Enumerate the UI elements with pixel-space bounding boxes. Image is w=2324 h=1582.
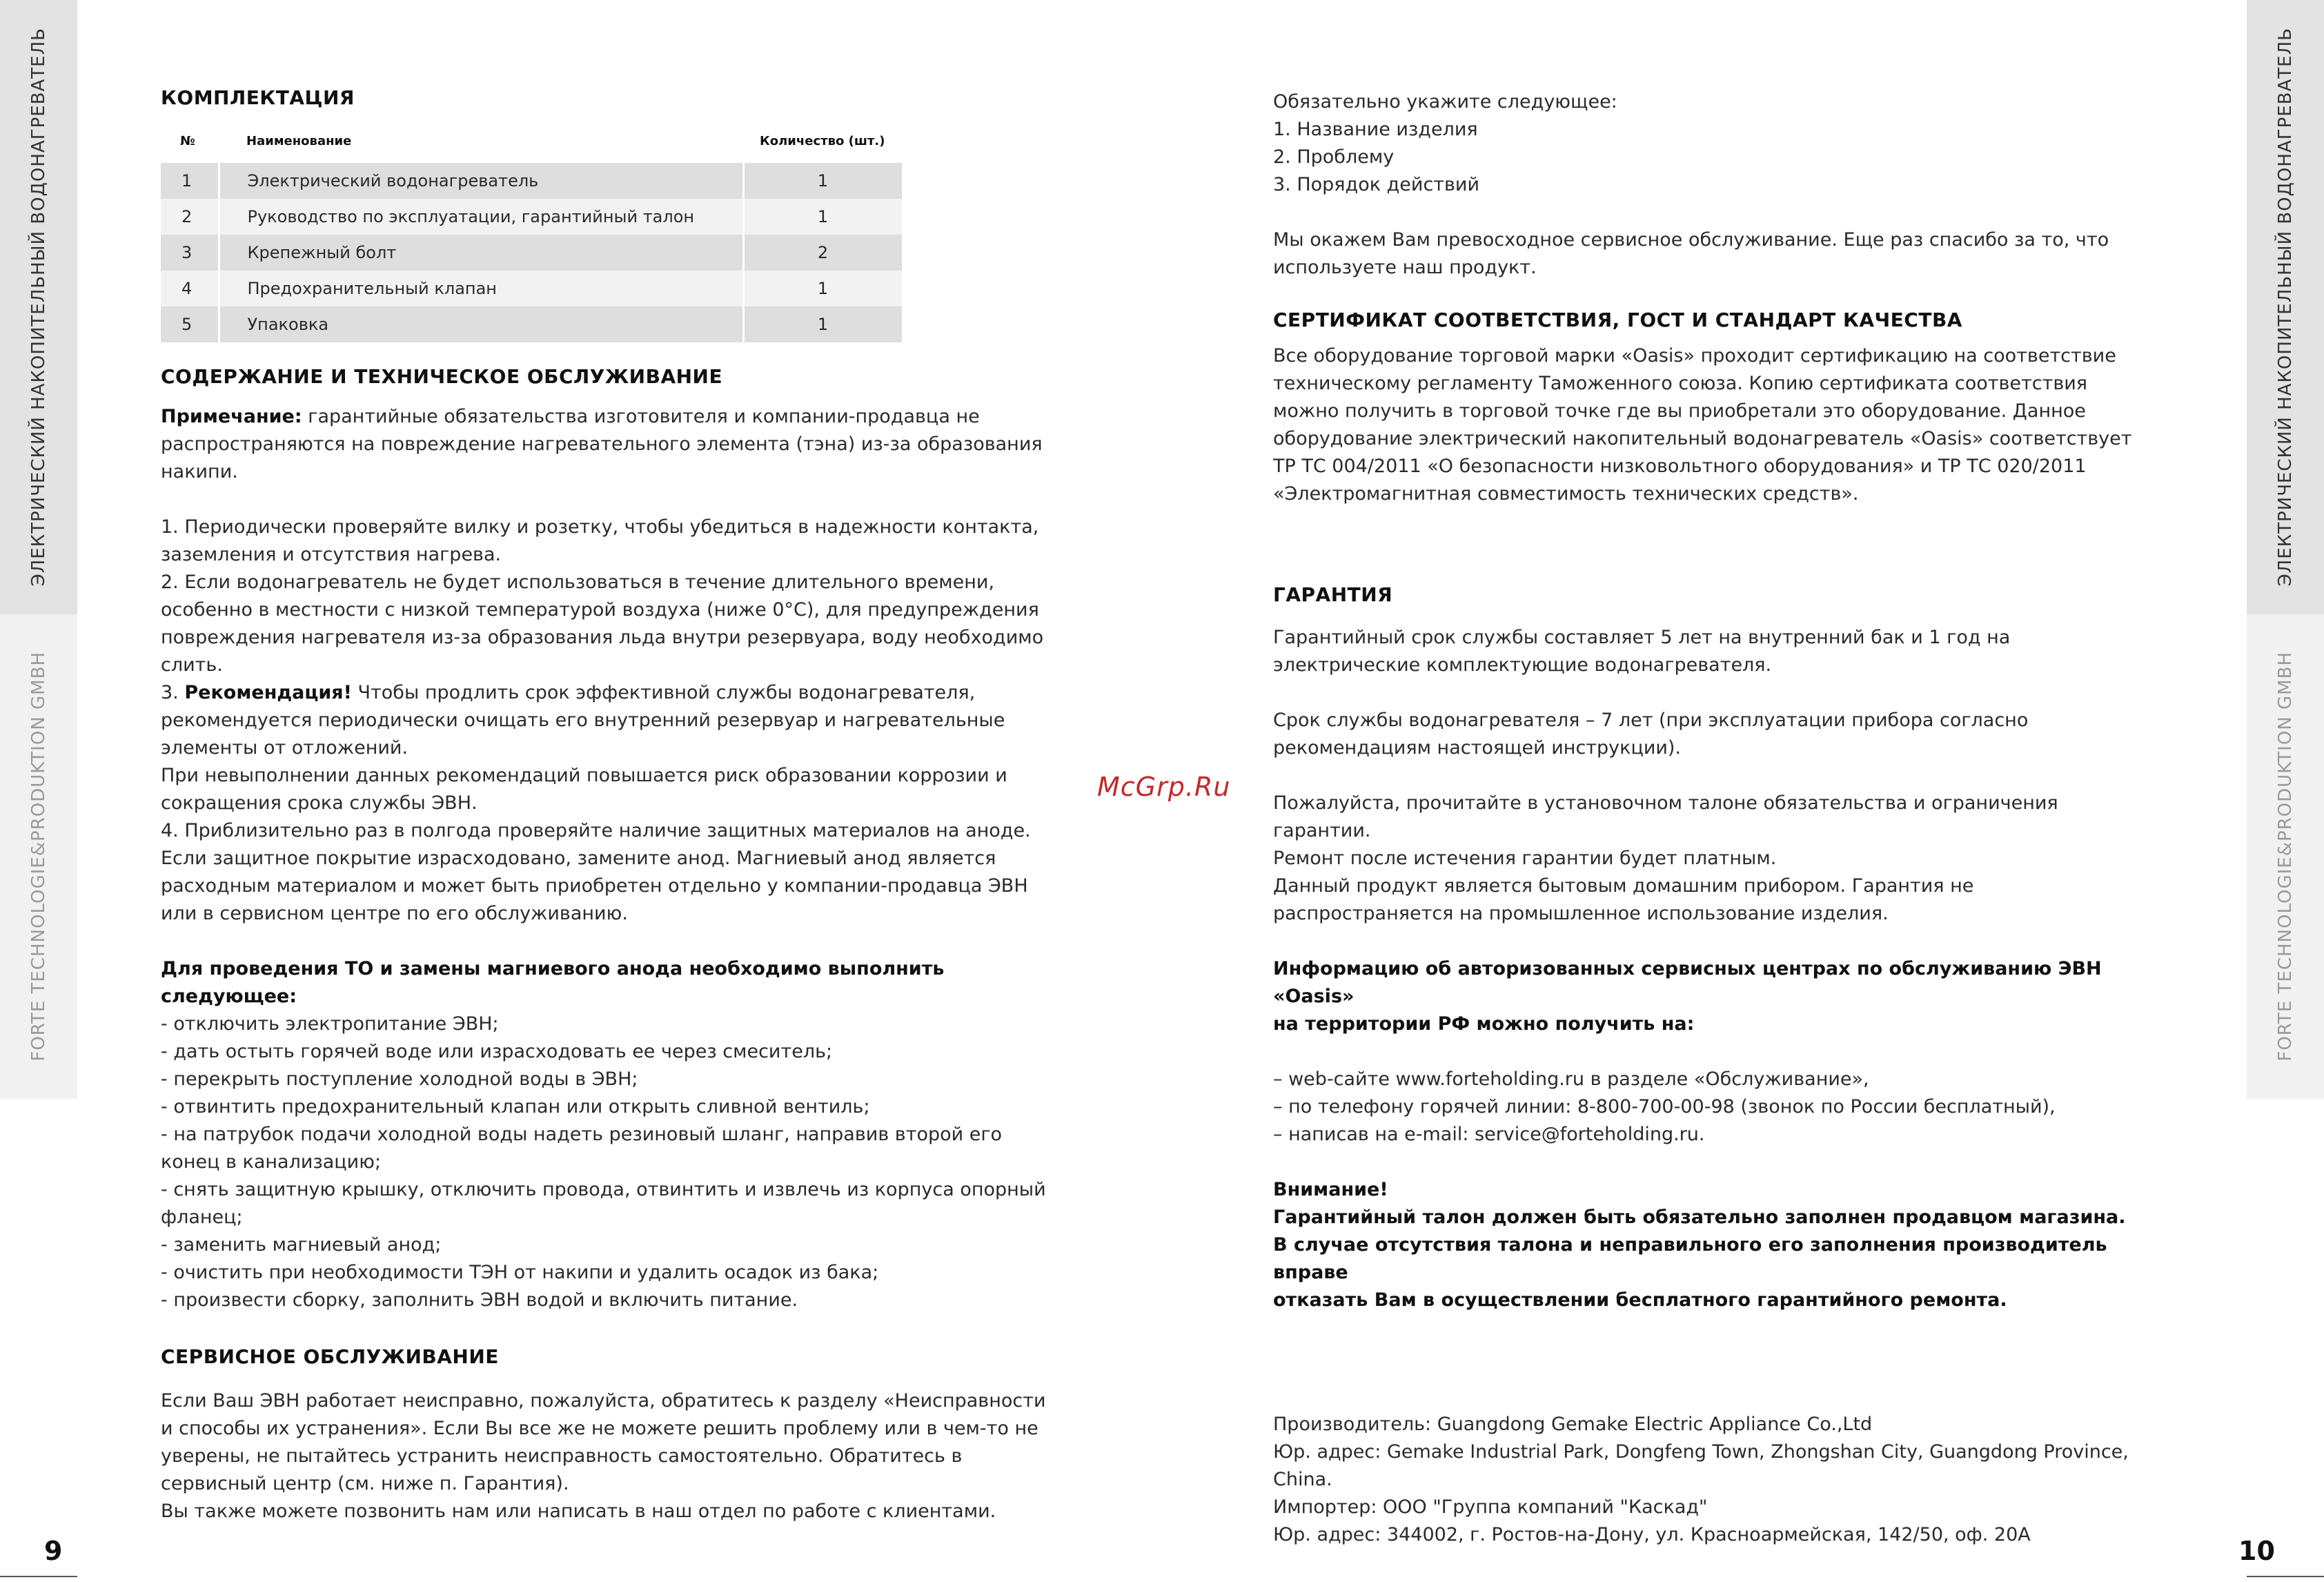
list-item: - отвинтить предохранительный клапан или открыть сливной вентиль;	[161, 1096, 870, 1117]
attention-title: Внимание!	[1273, 1179, 1388, 1200]
kit-row	[161, 199, 902, 235]
watermark-logo: McGrp.Ru	[1097, 772, 1231, 802]
page-number-right: 10	[2238, 1536, 2275, 1566]
maintenance-item-3-extra: При невыполнении данных рекомендаций повышается риск образовании коррозии и сокращения срока службы ЭВН.	[161, 765, 1007, 814]
kit-cell-name: Руководство по эксплуатации, гарантийный талон	[219, 199, 743, 235]
kit-col-name: Наименование	[246, 134, 352, 148]
attention-line: Гарантийный талон должен быть обязательно заполнен продавцом магазина.	[1273, 1207, 2126, 1228]
certificate-text: Все оборудование торговой марки «Oasis» проходит сертификацию на соответствие техническому регламенту Таможенного союза. Копию сертификата соответствия можно получить в торговой точке где вы приобретали это оборудование. Данное оборудование электрический накопительный водонагреватель «Oasis» соответствует ТР ТС 004/2011 «О безопасности низковольтного оборудования» и ТР ТС 020/2011 «Электромагнитная совместимость технических средств».	[1273, 345, 2132, 505]
service-info-line-2: на территории РФ можно получить на:	[1273, 1013, 1695, 1035]
kit-cell-num: 1	[161, 163, 219, 199]
service-heading: СЕРВИСНОЕ ОБСЛУЖИВАНИЕ	[161, 1345, 499, 1368]
maintenance-item-1: 1. Периодически проверяйте вилку и розетку, чтобы убедиться в надежности контакта, заземления и отсутствия нагрева.	[161, 516, 1039, 565]
service-paragraph-1: Если Ваш ЭВН работает неисправно, пожалуйста, обратитесь к разделу «Неисправности и способы их устранения». Если Вы все же не можете решить проблему или в чем-то не уверены, не пытайтесь устранить неисправность самостоятельно. Обратитесь в сервисный центр (см. ниже п. Гарантия).	[161, 1390, 1046, 1494]
kit-cell-name: Предохранительный клапан	[219, 271, 743, 306]
item3-text: Чтобы продлить срок эффективной службы водонагревателя, рекомендуется периодически очищать его внутренний резервуар и нагревательные элементы от отложений.	[161, 682, 1005, 759]
maker-line: Юр. адрес: 344002, г. Ростов-на-Дону, ул. Красноармейская, 142/50, оф. 20А	[1273, 1524, 2031, 1545]
maintenance-item-2: 2. Если водонагреватель не будет использоваться в течение длительного времени, особенно в местности с низкой температурой воздуха (ниже 0°С), для предупреждения повреждения нагревателя из-за образования льда внутри резервуара, воду необходимо слить.	[161, 572, 1044, 676]
thanks-paragraph: Мы окажем Вам превосходное сервисное обслуживание. Еще раз спасибо за то, что используете наш продукт.	[1273, 229, 2109, 278]
maker-line: Импортер: ООО "Группа компаний "Каскад"	[1273, 1496, 1708, 1518]
kit-cell-num: 3	[161, 235, 219, 271]
kit-row	[161, 163, 902, 199]
kit-row	[161, 271, 902, 306]
right-side-strip-company	[2247, 614, 2324, 1099]
side-title-right: ЭЛЕКТРИЧЕСКИЙ НАКОПИТЕЛЬНЫЙ ВОДОНАГРЕВАТЕЛЬ	[2275, 28, 2296, 587]
left-side-strip-title	[0, 0, 77, 614]
kit-cell-qty: 1	[743, 163, 902, 199]
kit-table-header	[161, 120, 902, 163]
list-item: - отключить электропитание ЭВН;	[161, 1013, 499, 1035]
specify-intro: Обязательно укажите следующее:	[1273, 91, 1617, 113]
left-page-content	[161, 84, 1051, 1525]
list-item: - на патрубок подачи холодной воды надеть резиновый шланг, направив второй его конец в канализацию;	[161, 1124, 1003, 1173]
note-text: гарантийные обязательства изготовителя и компании-продавца не распространяются на повреждение нагревательного элемента (тэна) из-за образования накипи.	[161, 406, 1043, 482]
kit-cell-name: Электрический водонагреватель	[219, 163, 743, 199]
service-paragraph-2: Вы также можете позвонить нам или написать в наш отдел по работе с клиентами.	[161, 1501, 996, 1522]
warranty-household: Данный продукт является бытовым домашним прибором. Гарантия не распространяется на промышленное использование изделия.	[1273, 875, 1974, 924]
specify-item: 1. Название изделия	[1273, 119, 1478, 140]
kit-cell-name: Крепежный болт	[219, 235, 743, 271]
maintenance-item-3	[161, 679, 1051, 762]
steps-list	[161, 1010, 1051, 1314]
maintenance-item-4: 4. Приблизительно раз в полгода проверяйте наличие защитных материалов на аноде. Если защитное покрытие израсходовано, замените анод. Магниевый анод является расходным материалом и может быть приобретен отдельно у компании-продавца ЭВН или в сервисном центре по его обслуживанию.	[161, 820, 1031, 924]
kit-cell-num: 4	[161, 271, 219, 306]
right-page-content	[1273, 88, 2153, 1549]
kit-cell-qty: 2	[743, 235, 902, 271]
kit-table	[161, 120, 902, 342]
list-item: - заменить магниевый анод;	[161, 1234, 442, 1256]
kit-row	[161, 306, 902, 342]
kit-cell-num: 2	[161, 199, 219, 235]
warranty-paid-repair: Ремонт после истечения гарантии будет платным.	[1273, 848, 1777, 869]
side-title-left: ЭЛЕКТРИЧЕСКИЙ НАКОПИТЕЛЬНЫЙ ВОДОНАГРЕВАТЕЛЬ	[28, 28, 49, 587]
left-side-strip-company	[0, 614, 77, 1099]
side-company-left: FORTE TECHNOLOGIE&PRODUKTION GMBH	[28, 652, 49, 1062]
specify-item: 2. Проблему	[1273, 146, 1395, 168]
kit-cell-num: 5	[161, 306, 219, 342]
kit-col-num: №	[180, 134, 195, 148]
list-item: - произвести сборку, заполнить ЭВН водой и включить питание.	[161, 1289, 798, 1311]
page-number-left: 9	[44, 1536, 63, 1566]
maker-line: Производитель: Guangdong Gemake Electric Appliance Co.,Ltd	[1273, 1414, 1873, 1435]
recommendation-label: Рекомендация!	[184, 682, 352, 703]
contact-item: – по телефону горячей линии: 8-800-700-00-98 (звонок по России бесплатный),	[1273, 1096, 2056, 1117]
page-number-divider-left	[0, 1576, 77, 1577]
contact-item: – web-сайте www.forteholding.ru в разделе «Обслуживание»,	[1273, 1068, 1869, 1090]
maker-line: Юр. адрес: Gemake Industrial Park, Dongfeng Town, Zhongshan City, Guangdong Province, China.	[1273, 1441, 2129, 1490]
list-item: - дать остыть горячей воде или израсходовать ее через смеситель;	[161, 1041, 833, 1062]
item3-prefix: 3.	[161, 682, 185, 703]
page-number-divider-right	[2247, 1576, 2324, 1577]
service-info-line-1: Информацию об авторизованных сервисных центрах по обслуживанию ЭВН «Oasis»	[1273, 958, 2102, 1007]
certificate-heading: СЕРТИФИКАТ СООТВЕТСТВИЯ, ГОСТ И СТАНДАРТ КАЧЕСТВА	[1273, 309, 1962, 331]
side-company-right: FORTE TECHNOLOGIE&PRODUKTION GMBH	[2275, 652, 2296, 1062]
maintenance-heading: СОДЕРЖАНИЕ И ТЕХНИЧЕСКОЕ ОБСЛУЖИВАНИЕ	[161, 365, 723, 388]
warranty-heading: ГАРАНТИЯ	[1273, 583, 1393, 606]
list-item: - перекрыть поступление холодной воды в ЭВН;	[161, 1068, 638, 1090]
kit-cell-name: Упаковка	[219, 306, 743, 342]
note-label: Примечание:	[161, 406, 302, 427]
contact-item: – написав на e-mail: service@forteholding.ru.	[1273, 1124, 1705, 1145]
maintenance-note	[161, 403, 1051, 486]
kit-row	[161, 235, 902, 271]
list-item: - очистить при необходимости ТЭН от накипи и удалить осадок из бака;	[161, 1262, 879, 1283]
service-life: Срок службы водонагревателя – 7 лет (при эксплуатации прибора согласно рекомендациям настоящей инструкции).	[1273, 710, 2029, 759]
attention-line: отказать Вам в осуществлении бесплатного гарантийного ремонта.	[1273, 1289, 2007, 1311]
warranty-term: Гарантийный срок службы составляет 5 лет на внутренний бак и 1 год на электрические комплектующие водонагревателя.	[1273, 627, 2011, 676]
right-side-strip-title	[2247, 0, 2324, 614]
list-item: - снять защитную крышку, отключить провода, отвинтить и извлечь из корпуса опорный фланец;	[161, 1179, 1046, 1228]
steps-heading: Для проведения ТО и замены магниевого анода необходимо выполнить следующее:	[161, 958, 945, 1007]
attention-line: В случае отсутствия талона и неправильного его заполнения производитель вправе	[1273, 1234, 2107, 1283]
kit-cell-qty: 1	[743, 199, 902, 235]
kit-col-qty: Количество (шт.)	[760, 134, 885, 148]
kit-cell-qty: 1	[743, 271, 902, 306]
warranty-read-notice: Пожалуйста, прочитайте в установочном талоне обязательства и ограничения гарантии.	[1273, 792, 2058, 841]
kit-heading: КОМПЛЕКТАЦИЯ	[161, 86, 355, 109]
kit-cell-qty: 1	[743, 306, 902, 342]
specify-item: 3. Порядок действий	[1273, 174, 1480, 195]
